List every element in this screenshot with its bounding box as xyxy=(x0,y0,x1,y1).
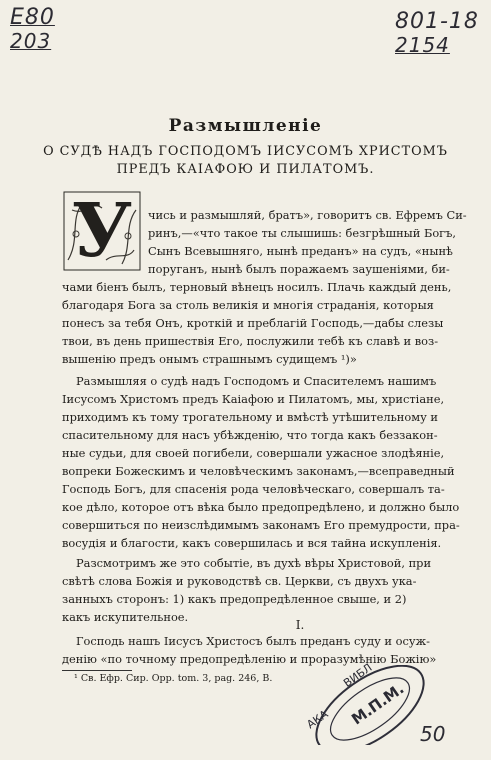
shelf-mark-left-top: Е80 xyxy=(10,5,55,30)
body-line: Сынъ Всевышняго, нынѣ преданъ» на судъ, «нынѣ xyxy=(148,244,453,258)
section-number: I. xyxy=(295,618,305,632)
body-line: Господь Богъ, для спасенiя рода человѣческаго, совершалъ та- xyxy=(62,482,445,496)
body-line: спасительному для насъ убѣжденiю, что тогда какъ беззакон- xyxy=(62,428,438,442)
stamp-text-center: М.П.М. xyxy=(348,679,408,729)
body-line: совершиться по неизслѣдимымъ законамъ Его премудрости, пра- xyxy=(62,518,460,532)
body-line: какъ искупительное. xyxy=(62,610,189,624)
body-line-last: Господь нашъ Iисусъ Христосъ былъ преданъ суду и осуж- xyxy=(76,634,430,648)
body-line: чами бiенъ былъ, терновый вѣнецъ носилъ. Плачь каждый день, xyxy=(62,280,452,294)
body-line: приходимъ къ тому трогательному и вмѣстѣ утѣшительному и xyxy=(62,410,439,424)
shelf-mark-left-bottom: 203 xyxy=(10,29,52,53)
body-line: Разсмотримъ же это событiе, въ духѣ вѣры Христовой, при xyxy=(76,556,432,570)
drop-cap-letter: У xyxy=(71,188,133,274)
body-line: кое дѣло, которое отъ вѣка было предопредѣлено, и должно было xyxy=(62,500,460,514)
body-line: твои, въ день пришествiя Его, послужили тебѣ къ славѣ и воз- xyxy=(62,334,439,348)
page-subtitle-line-1: О СУДѢ НАДЪ ГОСПОДОМЪ IИСУСОМЪ ХРИСТОМЪ xyxy=(43,144,448,159)
stamp-text-left: АКА xyxy=(304,707,331,732)
shelf-mark-right-bottom: 2154 xyxy=(395,33,450,57)
stamp-text-top: ВИБЛ xyxy=(341,661,375,690)
body-line: вышенiю предъ онымъ страшнымъ судищемъ ¹)» xyxy=(62,352,357,366)
body-line: ринъ,—«что такое ты слышишь: безгрѣшный Богъ, xyxy=(148,226,457,240)
body-line: восудiя и благости, какъ совершилась и вся тайна искупленiя. xyxy=(62,536,442,550)
body-line: занныхъ сторонъ: 1) какъ предопредѣленное свыше, и 2) xyxy=(62,592,407,606)
body-line: понесъ за тебя Онъ, кроткiй и преблагiй Господь,—дабы слезы xyxy=(62,316,444,330)
body-line-last: денiю «по точному предопредѣленiю и проразумѣнiю Божiю» xyxy=(62,652,437,666)
body-line: ные судьи, для своей погибели, совершали ужасное злодѣянiе, xyxy=(62,446,445,460)
ornamental-drop-cap xyxy=(62,190,142,272)
handwritten-shelf-mark-left xyxy=(10,6,55,52)
handwritten-shelf-mark-right xyxy=(395,10,479,56)
page-subtitle-line-2: ПРЕДЪ КАIАФОЮ И ПИЛАТОМЪ. xyxy=(116,162,375,177)
body-line: вопреки Божескимъ и человѣческимъ законамъ,—всеправедный xyxy=(62,464,455,478)
footnote: ¹ Св. Ефр. Сир. Opp. tom. 3, pag. 246, B. xyxy=(74,673,273,684)
body-line: Iисусомъ Христомъ предъ Каiафою и Пилатомъ, мы, христiане, xyxy=(62,392,445,406)
body-line: свѣтѣ слова Божiя и руководствѣ св. Церкви, съ двухъ ука- xyxy=(62,574,417,588)
body-line: чись и размышляй, братъ», говоритъ св. Ефремъ Си- xyxy=(148,208,467,222)
body-line: поруганъ, нынѣ былъ поражаемъ заушенiями, би- xyxy=(148,262,450,276)
body-line: благодаря Бога за столь великiя и многiя страданiя, которыя xyxy=(62,298,434,312)
shelf-mark-right-top: 801-18 xyxy=(395,9,479,34)
handwritten-bottom-mark: 50 xyxy=(420,722,446,746)
page-title: Размышленiе xyxy=(168,116,323,136)
footnote-divider xyxy=(62,670,132,671)
body-line: Размышляя о судѣ надъ Господомъ и Спасителемъ нашимъ xyxy=(76,374,437,388)
